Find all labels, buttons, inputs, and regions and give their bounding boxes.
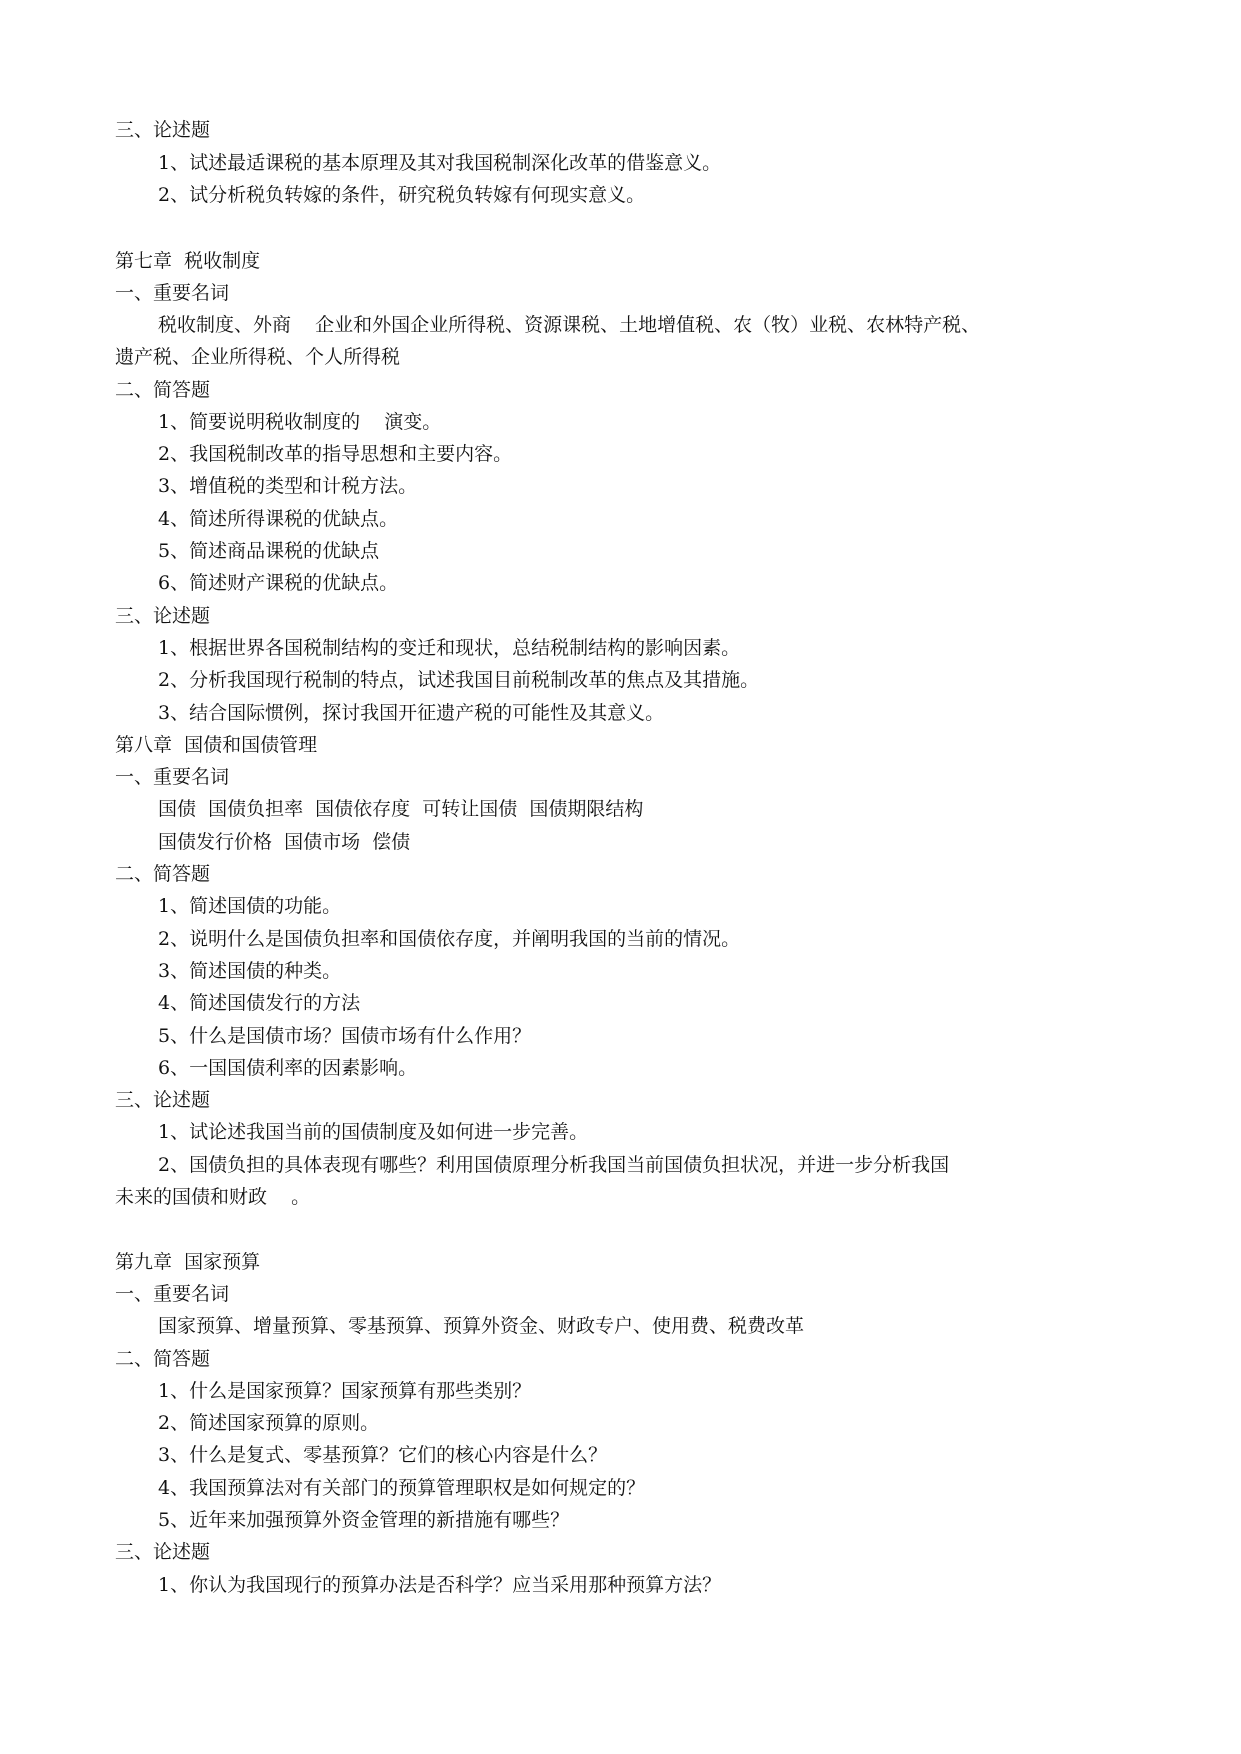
section-heading-terms: 一、重要名词: [115, 282, 230, 304]
terms-line: 国债发行价格 国债市场 偿债: [158, 831, 411, 853]
terms-line: 税收制度、外商 企业和外国企业所得税、资源课税、土地增值税、农（牧）业税、农林特产税、: [158, 314, 981, 336]
section-heading-terms: 一、重要名词: [115, 1283, 230, 1305]
question-item: 1、你认为我国现行的预算办法是否科学？应当采用那种预算方法？: [158, 1574, 722, 1596]
question-item: 4、我国预算法对有关部门的预算管理职权是如何规定的？: [158, 1477, 646, 1499]
section-heading-essay: 三、论述题: [115, 1541, 211, 1563]
terms-line: 国家预算、增量预算、零基预算、预算外资金、财政专户、使用费、税费改革: [158, 1315, 805, 1337]
question-item: 1、试论述我国当前的国债制度及如何进一步完善。: [158, 1121, 589, 1143]
question-item: 6、一国国债利率的因素影响。: [158, 1057, 418, 1079]
question-item: 5、近年来加强预算外资金管理的新措施有哪些？: [158, 1509, 570, 1531]
question-item: 2、分析我国现行税制的特点，试述我国目前税制改革的焦点及其措施。: [158, 669, 760, 691]
question-continuation: 未来的国债和财政 。: [115, 1186, 311, 1208]
question-item: 2、说明什么是国债负担率和国债依存度，并阐明我国的当前的情况。: [158, 928, 741, 950]
chapter-title: 第八章 国债和国债管理: [115, 734, 318, 756]
section-heading-essay: 三、论述题: [115, 605, 211, 627]
question-item: 2、试分析税负转嫁的条件，研究税负转嫁有何现实意义。: [158, 184, 646, 206]
section-heading-essay: 三、论述题: [115, 119, 211, 141]
terms-line: 遗产税、企业所得税、个人所得税: [115, 346, 401, 368]
question-item: 1、试述最适课税的基本原理及其对我国税制深化改革的借鉴意义。: [158, 152, 722, 174]
question-item: 5、简述商品课税的优缺点: [158, 540, 380, 562]
question-item: 4、简述国债发行的方法: [158, 992, 361, 1014]
section-heading-short: 二、简答题: [115, 379, 211, 401]
question-item: 3、简述国债的种类。: [158, 960, 342, 982]
question-item: 1、根据世界各国税制结构的变迁和现状，总结税制结构的影响因素。: [158, 637, 741, 659]
question-item: 6、简述财产课税的优缺点。: [158, 572, 399, 594]
question-item: 1、什么是国家预算？国家预算有那些类别？: [158, 1380, 532, 1402]
question-item: 2、简述国家预算的原则。: [158, 1412, 380, 1434]
chapter-title: 第九章 国家预算: [115, 1251, 261, 1273]
question-item: 3、增值税的类型和计税方法。: [158, 475, 418, 497]
chapter-title: 第七章 税收制度: [115, 250, 261, 272]
question-item: 2、我国税制改革的指导思想和主要内容。: [158, 443, 513, 465]
question-item: 4、简述所得课税的优缺点。: [158, 508, 399, 530]
question-item: 1、简述国债的功能。: [158, 895, 342, 917]
terms-line: 国债 国债负担率 国债依存度 可转让国债 国债期限结构: [158, 798, 644, 820]
question-item: 1、简要说明税收制度的 演变。: [158, 411, 442, 433]
section-heading-essay: 三、论述题: [115, 1089, 211, 1111]
question-item: 5、什么是国债市场？国债市场有什么作用？: [158, 1025, 532, 1047]
section-heading-short: 二、简答题: [115, 863, 211, 885]
question-item: 3、结合国际惯例，探讨我国开征遗产税的可能性及其意义。: [158, 702, 665, 724]
question-item: 3、什么是复式、零基预算？它们的核心内容是什么？: [158, 1444, 608, 1466]
section-heading-short: 二、简答题: [115, 1348, 211, 1370]
question-item: 2、国债负担的具体表现有哪些？利用国债原理分析我国当前国债负担状况，并进一步分析我国: [158, 1154, 950, 1176]
section-heading-terms: 一、重要名词: [115, 766, 230, 788]
